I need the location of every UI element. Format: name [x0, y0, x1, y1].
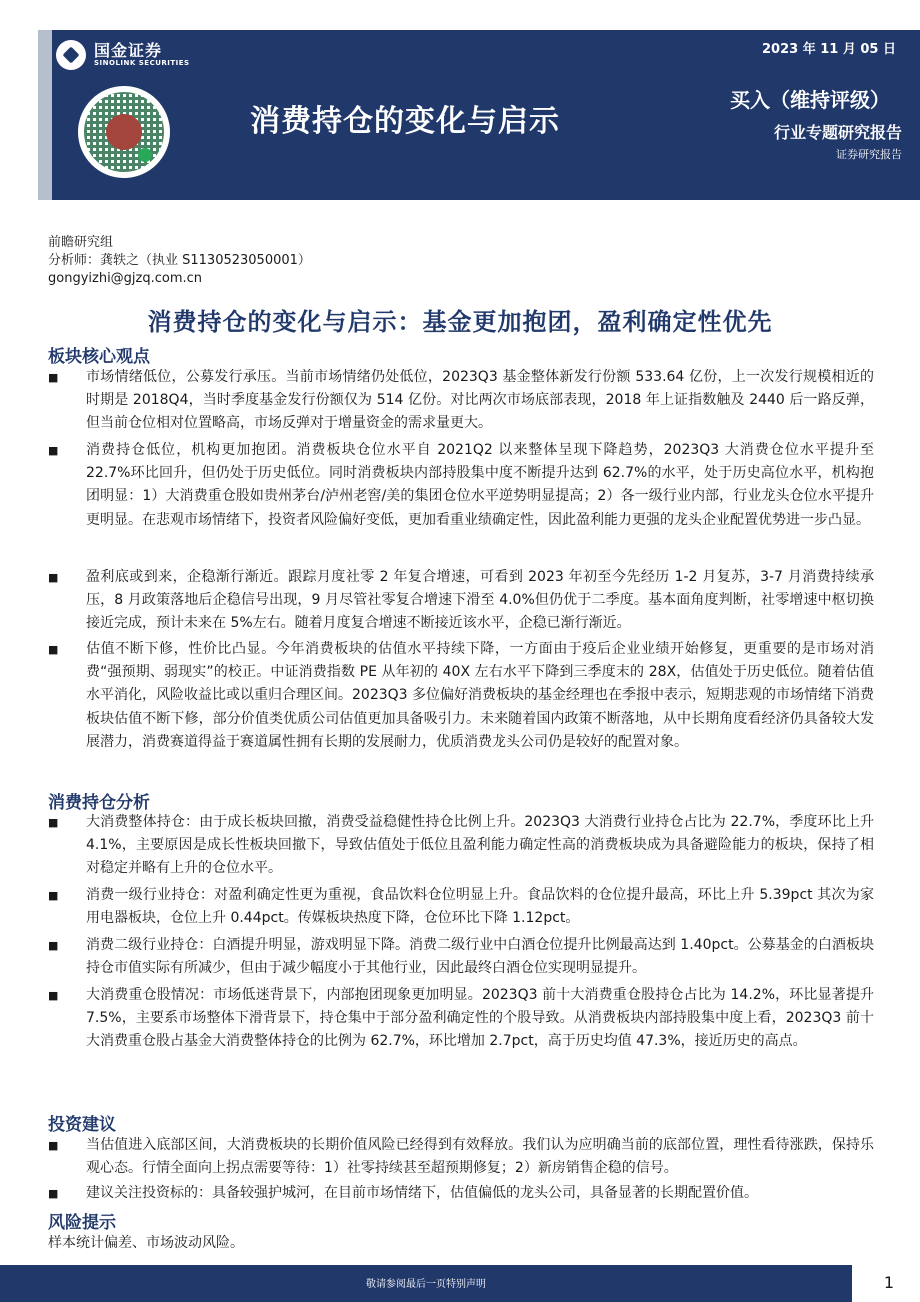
paragraph-text: 建议关注投资标的：具备较强护城河，在目前市场情绪下，估值偏低的龙头公司，具备显著的长期配置价值。: [86, 1185, 758, 1201]
list-item: [48, 638, 874, 754]
list-item: [48, 984, 874, 1054]
analyst-info: [48, 234, 311, 288]
report-date: 2023 年 11 月 05 日: [762, 42, 896, 57]
report-category: 证券研究报告: [836, 148, 902, 161]
disclaimer-note: 敬请参阅最后一页特别声明: [366, 1279, 486, 1290]
paragraph-text: 大消费整体持仓：由于成长板块回撤，消费受益稳健性持仓比例上升。2023Q3 大消费行业持仓占比为 22.7%，季度环比上升 4.1%，主要原因是成长性板块回撤下，导致估值处于低位且盈利能力确定性高的消费板块成为具备避险能力的板块，保持了相对稳定并略有上升的仓位水平。: [86, 814, 874, 877]
qr-center-seal: [106, 114, 142, 150]
paragraph-text: 市场情绪低位，公募发行承压。当前市场情绪仍处低位，2023Q3 基金整体新发行份额 533.64 亿份，上一次发行规模相近的时期是 2018Q4，当时季度基金发行份额仅为 514 亿份。对比两次市场底部表现，2018 年上证指数触及 2440 后一路反弹，但当前仓位相对位置略高，市场反弹对于增量资金的需求量更大。: [86, 369, 874, 432]
rating-label: 买入（维持评级）: [730, 88, 890, 112]
logo-cn-text: 国金证券: [94, 41, 163, 61]
paragraph-text: 大消费重仓股情况：市场低迷背景下，内部抱团现象更加明显。2023Q3 前十大消费重仓股持仓占比为 14.2%，环比显著提升 7.5%，主要系市场整体下滑背景下，持仓集中于部分盈利确定性的个股导致。从消费板块内部持股集中度上看，2023Q3 前十大消费重仓股占基金大消费整体持仓的比例为 62.7%，环比增加 2.7pct，高于历史均值 47.3%，接近历史的高点。: [86, 987, 874, 1050]
paragraph-text: 当估值进入底部区间，大消费板块的长期价值风险已经得到有效释放。我们认为应明确当前的底部位置，理性看待涨跌，保持乐观心态。行情全面向上拐点需要等待：1）社零持续甚至超预期修复；2）新房销售企稳的信号。: [86, 1137, 874, 1177]
report-main-title: 消费持仓的变化与启示：基金更加抱团，盈利确定性优先: [147, 308, 773, 336]
paragraph-text: 消费一级行业持仓：对盈利确定性更为重视，食品饮料仓位明显上升。食品饮料的仓位提升最高，环比上升 5.39pct 其次为家用电器板块，仓位上升 0.44pct。传媒板块热度下降，仓位环比下降 1.12pct。: [86, 887, 874, 927]
section-title-analysis: 消费持仓分析: [48, 793, 150, 813]
team-name: 前瞻研究组: [48, 235, 114, 250]
list-item: [48, 439, 874, 532]
bullet-icon: ■: [48, 371, 59, 384]
bullet-icon: ■: [48, 939, 59, 952]
paragraph-text: 估值不断下修，性价比凸显。今年消费板块的估值水平持续下降，一方面由于疫后企业业绩开始修复，更重要的是市场对消费“强预期、弱现实”的校正。中证消费指数 PE 从年初的 40X 左右水平下降到三季度末的 28X，估值处于历史低位。随着估值水平消化，风险收益比或以重归合理区间。2023Q3 多位偏好消费板块的基金经理也在季报中表示，短期悲观的市场情绪下消费板块估值不断下修，部分价值类优质公司估值更加具备吸引力。未来随着国内政策不断落地，从中长期角度看经济仍具备较大发展潜力，消费赛道得益于赛道属性拥有长期的发展耐力，优质消费龙头公司仍是较好的配置对象。: [86, 641, 875, 750]
logo-icon: [56, 40, 86, 70]
paragraph-text: 盈利底或到来，企稳渐行渐近。跟踪月度社零 2 年复合增速，可看到 2023 年初至今先经历 1-2 月复苏，3-7 月消费持续承压，8 月政策落地后企稳信号出现，9 月尽管社零复合增速下滑至 4.0%但仍优于二季度。基本面角度判断，社零增速中枢切换接近完成，预计未来在 5%左右。随着月度复合增速不断接近该水平，企稳已渐行渐近。: [86, 569, 874, 632]
list-item: [48, 366, 874, 436]
paragraph-text: 消费二级行业持仓：白酒提升明显，游戏明显下降。消费二级行业中白酒仓位提升比例最高达到 1.40pct。公募基金的白酒板块持仓市值实际有所减少，但由于减少幅度小于其他行业，因此最终白酒仓位实现明显提升。: [86, 937, 874, 977]
bullet-icon: ■: [48, 1139, 59, 1152]
section-title-risk: 风险提示: [48, 1213, 116, 1233]
bullet-icon: ■: [48, 989, 59, 1002]
page-footer: [0, 1265, 920, 1302]
analyst-email[interactable]: gongyizhi@gjzq.com.cn: [48, 271, 203, 286]
section-title-advice: 投资建议: [48, 1115, 116, 1135]
banner-accent-stripe: [38, 30, 52, 200]
analyst-name: 分析师：龚轶之（执业 S1130523050001）: [48, 253, 311, 268]
report-type: 行业专题研究报告: [773, 123, 902, 142]
logo-en-text: SINOLINK SECURITIES: [94, 58, 190, 67]
paragraph-text: 消费持仓低位，机构更加抱团。消费板块仓位水平自 2021Q2 以来整体呈现下降趋势，2023Q3 大消费仓位水平提升至 22.7%环比回升，但仍处于历史低位。同时消费板块内部持股集中度不断提升达到 62.7%的水平，处于历史高位水平，机构抱团明显：1）大消费重仓股如贵州茅台/泸州老窖/美的集团仓位水平逆势明显提高；2）各一级行业内部，行业龙头仓位水平提升更明显。在悲观市场情绪下，投资者风险偏好变低，更加看重业绩确定性，因此盈利能力更强的龙头企业配置优势进一步凸显。: [86, 442, 874, 528]
list-item: [48, 566, 874, 636]
banner-title: 消费持仓的变化与启示: [250, 104, 560, 139]
page-number: 1: [883, 1273, 894, 1292]
list-item: [48, 811, 874, 881]
list-item: [48, 934, 874, 980]
risk-text: 样本统计偏差、市场波动风险。: [48, 1235, 244, 1251]
company-logo: [56, 40, 190, 70]
section-title-core: 板块核心观点: [48, 347, 150, 367]
bullet-icon: ■: [48, 1187, 59, 1200]
qr-code-icon: [78, 86, 170, 178]
list-item: [48, 1134, 874, 1180]
list-item: [48, 884, 874, 930]
list-item: [48, 1182, 874, 1205]
bullet-icon: ■: [48, 571, 59, 584]
bullet-icon: ■: [48, 816, 59, 829]
wechat-icon: [138, 148, 152, 162]
bullet-icon: ■: [48, 889, 59, 902]
bullet-icon: ■: [48, 643, 59, 656]
bullet-icon: ■: [48, 444, 59, 457]
